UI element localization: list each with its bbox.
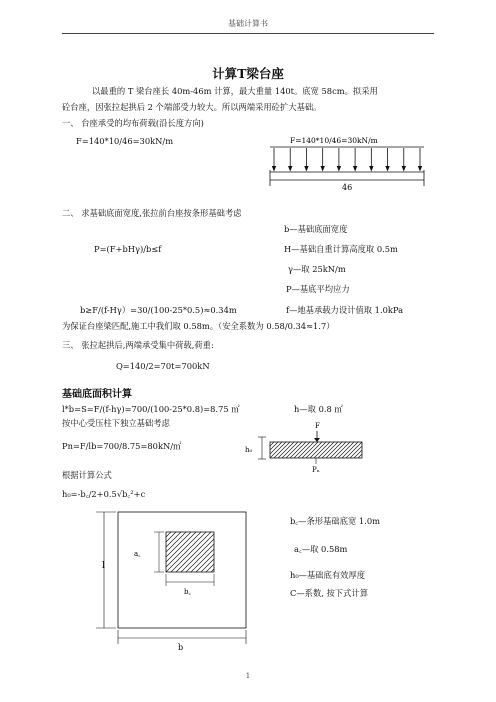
hatch-line	[338, 442, 354, 458]
span-label: 46	[342, 183, 353, 192]
page-header: 基础计算书	[228, 19, 268, 28]
header-divider	[62, 33, 434, 34]
def-C: C—系数, 按下式计算	[290, 588, 368, 598]
h0-label: h₀	[245, 446, 253, 454]
hatch-line	[310, 442, 326, 458]
hatch-line	[274, 442, 290, 458]
def-P: P—基底平均应力	[286, 284, 350, 294]
pn-label: Pₙ	[312, 466, 320, 474]
hatch-line	[282, 442, 298, 458]
hatch-line	[330, 442, 346, 458]
hatch-line	[306, 442, 322, 458]
def-b: b—基础底面宽度	[284, 224, 348, 234]
hatch-line	[286, 442, 302, 458]
intro-line-1: 以最重的 T 梁台座长 40m-46m 计算，最大重量 140t。底宽 58cm。拟采用	[92, 86, 378, 96]
def-ac: a꜀—取 0.58m	[294, 544, 348, 554]
hatch-line	[322, 442, 338, 458]
hatch-line	[302, 442, 318, 458]
hatch-line	[196, 554, 214, 572]
load-arrow-head	[288, 166, 292, 172]
hatch-line	[294, 442, 310, 458]
hatch-line	[166, 532, 171, 537]
hatch-line	[166, 532, 186, 552]
intro-line-2: 砼台座，因张拉起拱后 2 个端部受力较大。所以两端采用砼扩大基础。	[62, 102, 322, 112]
hatch-line	[326, 442, 342, 458]
hatch-line	[176, 534, 214, 572]
hatch-line	[166, 532, 201, 567]
page-title: 计算T梁台座	[212, 66, 284, 81]
load-arrow-head	[272, 166, 276, 172]
hatch-line	[354, 450, 362, 458]
hatch-line	[298, 442, 314, 458]
h0-formula: h₀=-b꜀/2+0.5√b꜀²+c	[62, 489, 146, 499]
hatch-line	[206, 564, 214, 572]
load-arrow-head	[304, 166, 308, 172]
hatch-line	[346, 442, 362, 458]
section2-note: 为保证台座梁匹配,施工中我们取 0.58m。（安全系数为 0.58/0.34≈1.7）	[62, 321, 335, 331]
column-hatch	[166, 532, 214, 572]
l-label: l	[102, 561, 105, 571]
hatch-line	[166, 532, 206, 572]
hatch-line	[201, 559, 214, 572]
page-number: 1	[245, 672, 251, 680]
hatch-line	[334, 442, 350, 458]
hatch-line	[358, 454, 362, 458]
section2-formula: P=(F+bHγ)/b≤f	[94, 244, 162, 254]
hatch-line	[181, 539, 214, 572]
load-arrow-head	[402, 166, 406, 172]
ac-label: a꜀	[134, 550, 141, 558]
hatch-line	[166, 532, 196, 562]
load-arrow-head	[369, 166, 373, 172]
hatch-line	[211, 569, 214, 572]
area-calc-heading: 基础底面积计算	[62, 389, 132, 400]
hatch-line	[191, 549, 214, 572]
hatch-line	[290, 442, 306, 458]
def-f: f—地基承载力设计值取 1.0kPa	[286, 305, 404, 315]
hatch-line	[166, 532, 176, 542]
pn-formula: Pn=F/lb=700/8.75=80kN/㎡	[62, 441, 182, 451]
load-arrow-head	[418, 166, 422, 172]
section1-heading: 一、 台座承受的均布荷载(沿长度方向)	[62, 118, 204, 128]
hatch-line	[166, 532, 191, 557]
def-bc: b꜀—条形基础底宽 1.0m	[290, 516, 380, 526]
load-arrow-head	[385, 166, 389, 172]
hatch-line	[270, 442, 278, 450]
plan-view-diagram	[94, 506, 256, 652]
hatch-line	[270, 442, 286, 458]
load-label: F=140*10/46=30kN/m	[290, 136, 378, 145]
section1-formula: F=140*10/46=30kN/m	[76, 136, 174, 146]
by-formula: 根据计算公式	[62, 470, 112, 480]
area-h-def: h—取 0.8 ㎡	[294, 404, 343, 414]
force-label: F	[315, 422, 320, 430]
section2-heading: 二、 求基础底面宽度,张拉前台座按条形基础考虑	[62, 208, 242, 218]
def-h0: h₀—基础底有效厚度	[290, 570, 366, 580]
def-gamma: γ—取 25kN/m	[288, 264, 346, 274]
hatch-line	[270, 442, 274, 446]
def-H: H—基础自重计算高度取 0.5m	[284, 244, 398, 254]
base-outline	[118, 512, 246, 628]
section3-heading: 三、 张拉起拱后,两端承受集中荷载,荷重:	[62, 340, 214, 350]
hatch-line	[278, 442, 294, 458]
b-label: b	[178, 643, 184, 652]
hatch-line	[342, 442, 358, 458]
bc-inner-label: b꜀	[184, 588, 191, 596]
section3-formula: Q=140/2=70t=700kN	[116, 361, 210, 371]
area-sub: 按中心受压柱下独立基础考虑	[62, 418, 170, 428]
load-arrow-head	[353, 166, 357, 172]
area-formula: l*b=S=F/(f-hγ)=700/(100-25*0.8)=8.75 ㎡	[62, 404, 240, 414]
hatch-line	[171, 532, 211, 572]
hatch-line	[318, 442, 334, 458]
load-arrows	[272, 148, 422, 172]
slab-hatch	[270, 442, 362, 458]
load-arrow-head	[337, 166, 341, 172]
section2-result: b≥F/(f-Hγ）=30/(100-25*0.5)≈0.34m	[80, 305, 237, 315]
load-arrow-head	[320, 166, 324, 172]
uniform-load-diagram	[268, 134, 438, 192]
column-foundation-diagram	[244, 418, 364, 480]
hatch-line	[314, 442, 330, 458]
